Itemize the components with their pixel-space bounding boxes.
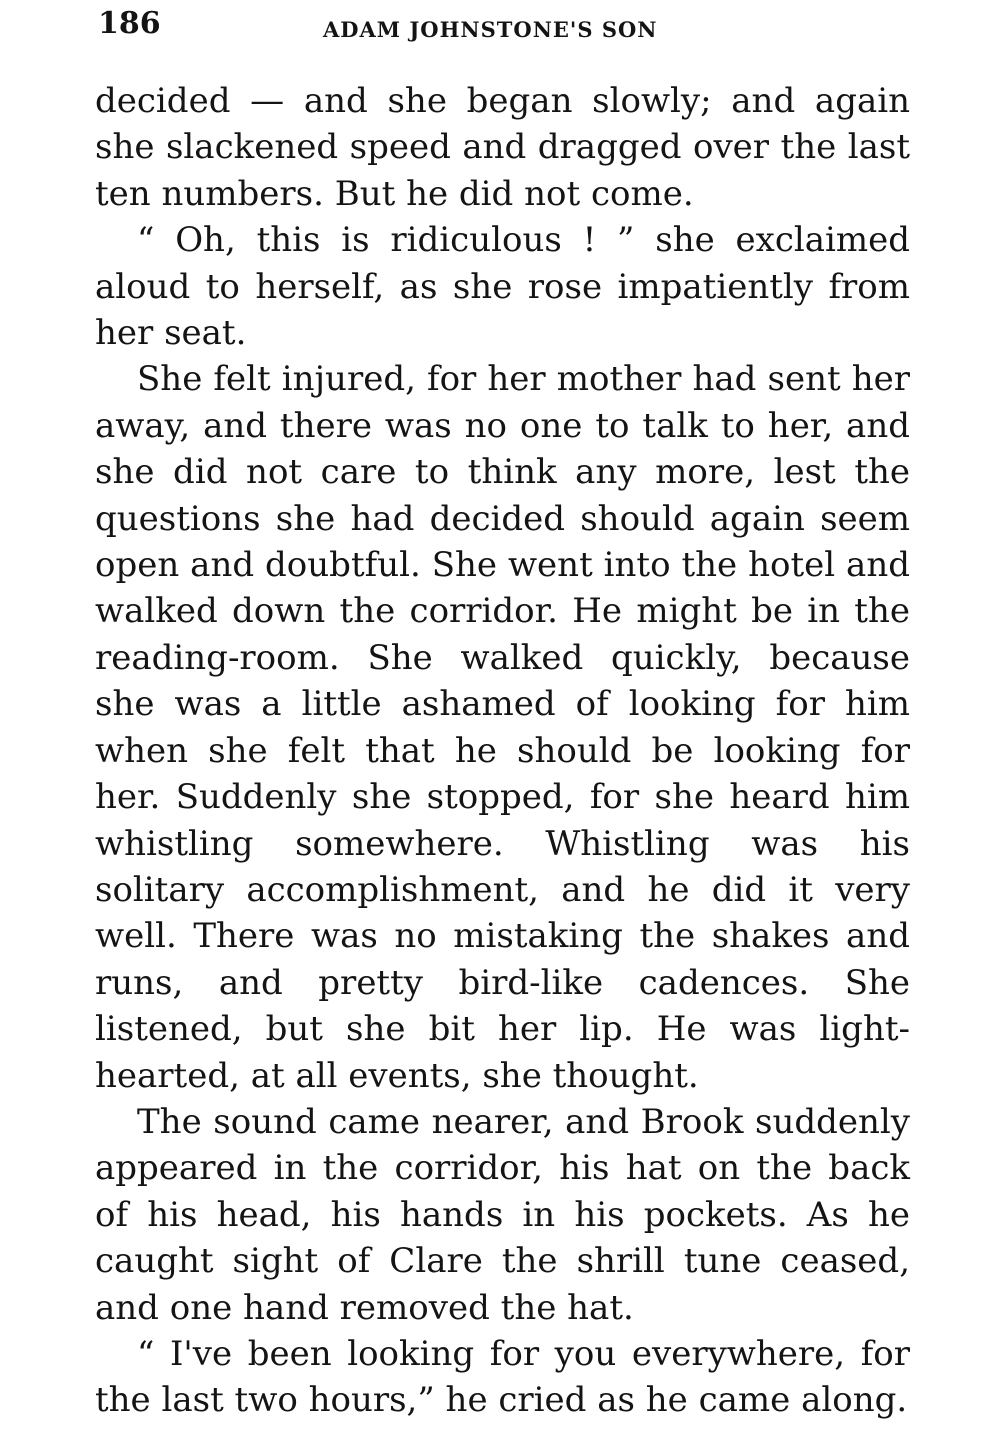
paragraph-2: “ Oh, this is ridiculous ! ” she exclaimed aloud to herself, as she rose impatiently from her seat. [95, 220, 910, 354]
body-text [95, 78, 910, 1424]
page-number: 186 [98, 6, 161, 41]
paragraph-1: decided — and she began slowly; and again she slackened speed and dragged over the last ten numbers. But he did not come. [95, 81, 910, 214]
running-head [98, 4, 910, 44]
running-title: ADAM JOHNSTONE'S SON [323, 17, 658, 42]
paragraph-3: She felt injured, for her mother had sent her away, and there was no one to talk to her, and she did not care to think any more, lest the questions she had decided should again seem open and doubtful. She went into the hotel and walked down the corridor. He might be in the reading-room. She walked quickly, because she was a little ashamed of looking for him when she felt that he should be looking for her. Suddenly she stopped, for she heard him whistling somewhere. Whistling was his solitary accomplishment, and he did it very well. There was no mistaking the shakes and runs, and pretty bird-like cadences. She listened, but she bit her lip. He was light-hearted, at all events, she thought. [95, 359, 910, 1096]
paragraph-4: The sound came nearer, and Brook suddenly appeared in the corridor, his hat on the back of his head, his hands in his pockets. As he caught sight of Clare the shrill tune ceased, and one hand removed the hat. [95, 1101, 910, 1328]
paragraph-5: “ I've been looking for you everywhere, for the last two hours,” he cried as he came along. [95, 1333, 910, 1421]
